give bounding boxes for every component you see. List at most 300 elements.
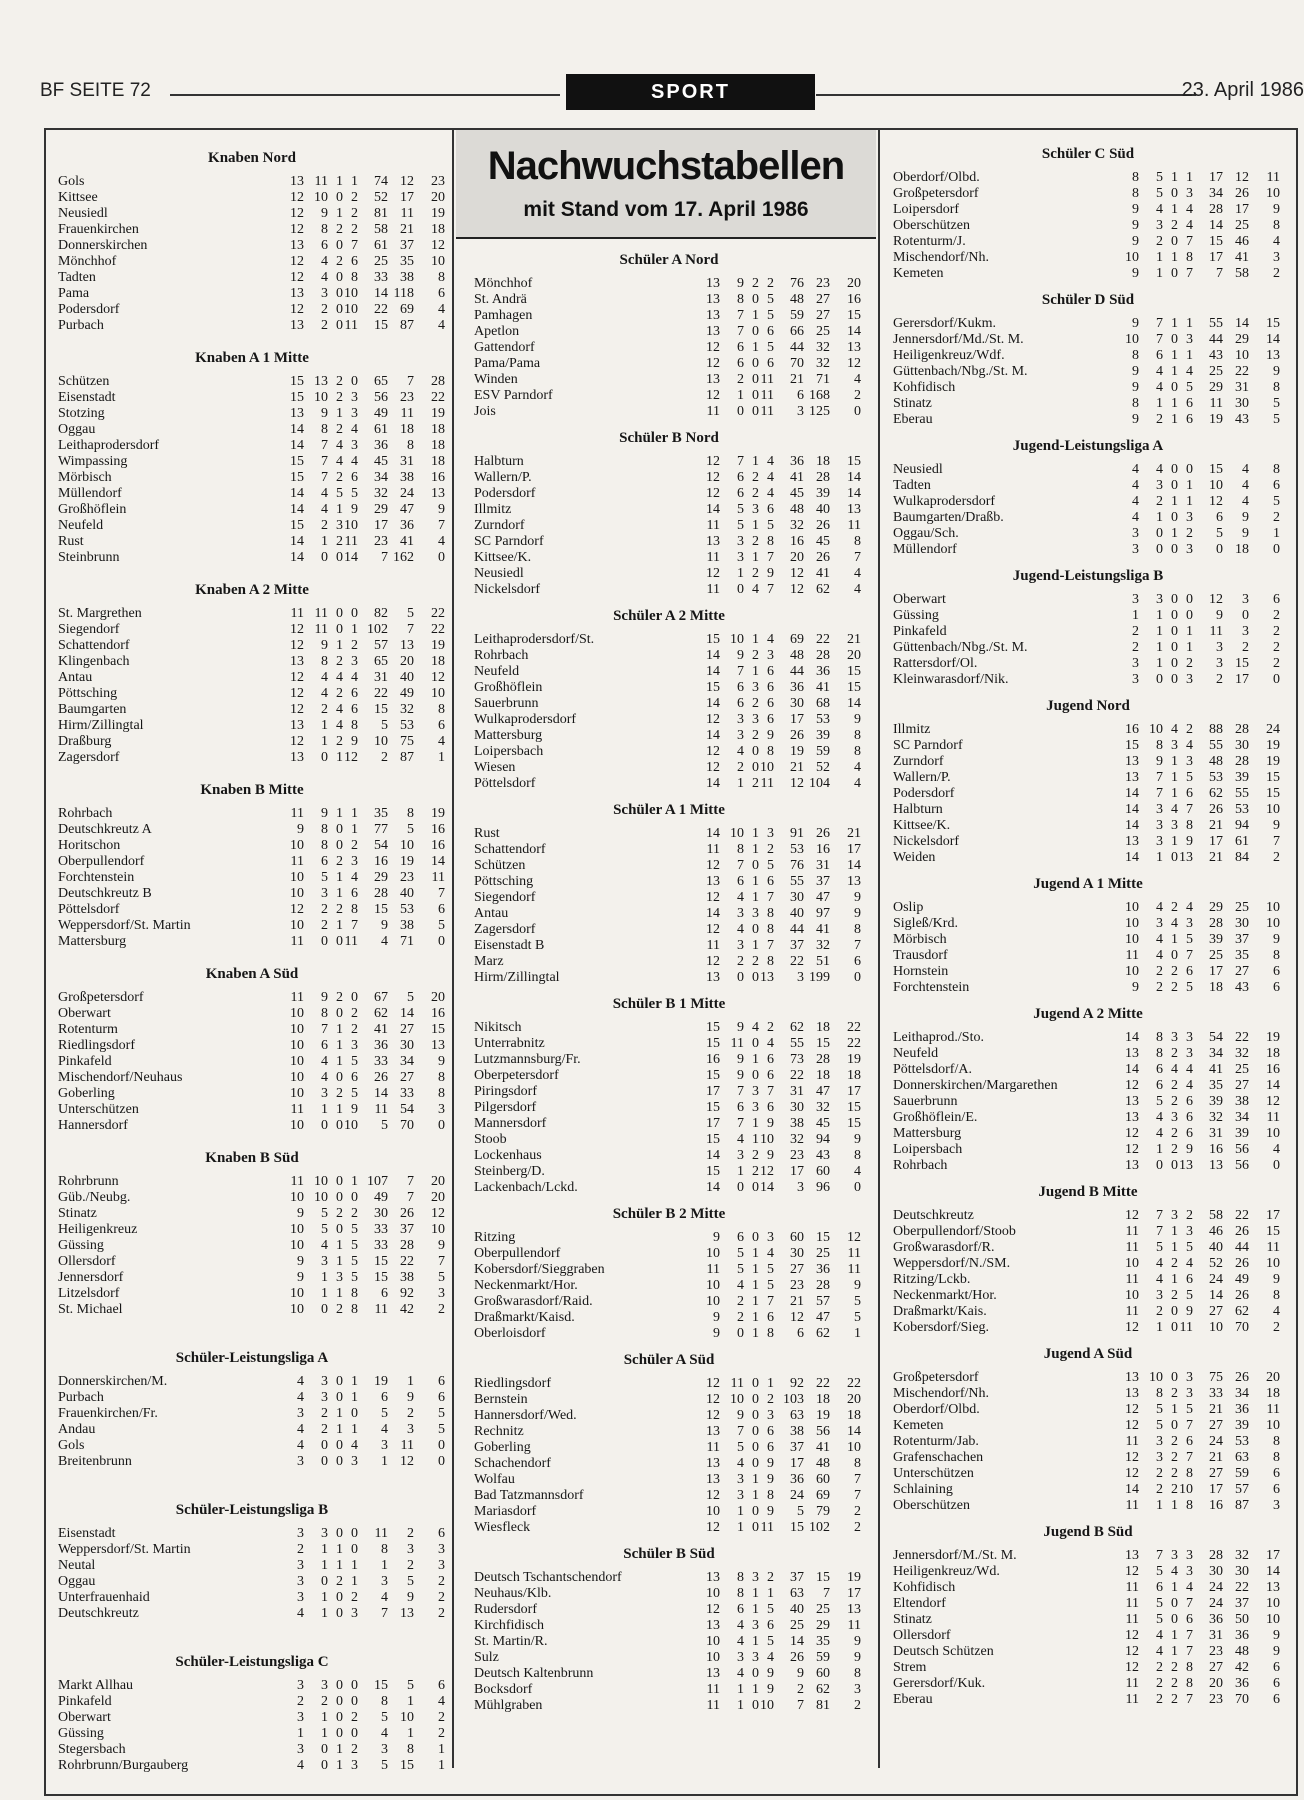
stat-cell: 4 — [381, 1422, 388, 1437]
stat-cell: 10 — [1266, 802, 1280, 817]
stat-cell: 10 — [314, 1190, 328, 1205]
stat-cell: 13 — [706, 1456, 720, 1471]
stat-cell: 11 — [1266, 1402, 1280, 1417]
table-row — [893, 1692, 1283, 1708]
stat-cell: 1 — [752, 1246, 759, 1261]
stat-cell: 14 — [1209, 1288, 1223, 1303]
stat-cell: 11 — [1266, 1240, 1280, 1255]
stat-cell: 7 — [1156, 770, 1163, 785]
table-row — [893, 786, 1283, 802]
stat-cell: 6 — [737, 696, 744, 711]
team-name: Oberdorf/Olbd. — [893, 1402, 980, 1417]
stat-cell: 23 — [400, 870, 414, 885]
stat-cell: 2 — [438, 1590, 445, 1605]
table-row — [893, 754, 1283, 770]
stat-cell: 15 — [1209, 462, 1223, 477]
stat-cell: 2 — [1273, 266, 1280, 281]
stat-cell: 9 — [1273, 818, 1280, 833]
table-row — [893, 1434, 1283, 1450]
stat-cell: 4 — [297, 1438, 304, 1453]
stat-cell: 3 — [797, 404, 804, 419]
team-name: ESV Parndorf — [474, 388, 553, 403]
table-row — [474, 1310, 864, 1326]
stat-cell: 1 — [351, 1374, 358, 1389]
stat-cell: 8 — [438, 702, 445, 717]
team-name: Forchtenstein — [893, 980, 970, 995]
stat-cell: 0 — [1171, 1158, 1178, 1173]
stat-cell: 0 — [321, 550, 328, 565]
stat-cell: 10 — [290, 838, 304, 853]
stat-cell: 5 — [1156, 1596, 1163, 1611]
stat-cell: 30 — [1235, 916, 1249, 931]
stat-cell: 3 — [1186, 510, 1193, 525]
stat-cell: 10 — [760, 1132, 774, 1147]
stat-cell: 8 — [407, 438, 414, 453]
table-row — [893, 1288, 1283, 1304]
stat-cell: 14 — [706, 1148, 720, 1163]
stat-cell: 40 — [400, 886, 414, 901]
stat-cell: 8 — [1273, 380, 1280, 395]
stat-cell: 48 — [1235, 1644, 1249, 1659]
stat-cell: 2 — [336, 902, 343, 917]
stat-cell: 19 — [847, 1570, 861, 1585]
league-table — [58, 1148, 446, 1318]
stat-cell: 23 — [431, 174, 445, 189]
stat-cell: 36 — [400, 518, 414, 533]
stat-cell: 40 — [790, 1602, 804, 1617]
team-name: Neufeld — [474, 664, 520, 679]
stat-cell: 14 — [1266, 1564, 1280, 1579]
stat-cell: 5 — [351, 1222, 358, 1237]
stat-cell: 4 — [1132, 510, 1139, 525]
stat-cell: 18 — [847, 1068, 861, 1083]
team-name: Hirm/Zillingtal — [58, 718, 144, 733]
stat-cell: 3 — [351, 654, 358, 669]
stat-cell: 7 — [1156, 1208, 1163, 1223]
stat-cell: 2 — [737, 1310, 744, 1325]
stat-cell: 15 — [400, 1758, 414, 1773]
table-row — [58, 1286, 446, 1302]
stat-cell: 1 — [1171, 786, 1178, 801]
stat-cell: 11 — [760, 388, 774, 403]
stat-cell: 28 — [1209, 916, 1223, 931]
stat-cell: 0 — [351, 1190, 358, 1205]
league-table — [474, 428, 864, 598]
stat-cell: 3 — [1242, 592, 1249, 607]
stat-cell: 6 — [1273, 1676, 1280, 1691]
stat-cell: 19 — [431, 638, 445, 653]
stat-cell: 2 — [1171, 218, 1178, 233]
stat-cell: 11 — [760, 404, 774, 419]
stat-cell: 5 — [737, 502, 744, 517]
stat-cell: 4 — [321, 270, 328, 285]
team-name: Kittsee/K. — [474, 550, 532, 565]
stat-cell: 6 — [737, 1100, 744, 1115]
stat-cell: 53 — [400, 902, 414, 917]
table-row — [893, 1386, 1283, 1402]
stat-cell: 14 — [847, 696, 861, 711]
stat-cell: 1 — [737, 1698, 744, 1713]
stat-cell: 16 — [431, 838, 445, 853]
stat-cell: 76 — [790, 276, 804, 291]
stat-cell: 0 — [1171, 1320, 1178, 1335]
stat-cell: 0 — [1156, 672, 1163, 687]
table-row — [893, 364, 1283, 380]
stat-cell: 2 — [752, 954, 759, 969]
stat-cell: 13 — [847, 340, 861, 355]
stat-cell: 23 — [400, 390, 414, 405]
stat-cell: 6 — [767, 1440, 774, 1455]
stat-cell: 7 — [381, 1606, 388, 1621]
stat-cell: 12 — [290, 902, 304, 917]
stat-cell: 12 — [290, 254, 304, 269]
stat-cell: 20 — [1266, 1370, 1280, 1385]
stat-cell: 17 — [1235, 672, 1249, 687]
stat-cell: 44 — [790, 922, 804, 937]
stat-cell: 8 — [767, 534, 774, 549]
stat-cell: 3 — [438, 1286, 445, 1301]
stat-cell: 4 — [1186, 364, 1193, 379]
table-row — [58, 822, 446, 838]
stat-cell: 30 — [1209, 1564, 1223, 1579]
stat-cell: 1 — [752, 890, 759, 905]
stat-cell: 32 — [1235, 1046, 1249, 1061]
stat-cell: 4 — [336, 454, 343, 469]
stat-cell: 7 — [1156, 332, 1163, 347]
stat-cell: 12 — [706, 890, 720, 905]
table-row — [474, 292, 864, 308]
stat-cell: 2 — [752, 534, 759, 549]
stat-cell: 3 — [351, 390, 358, 405]
stat-cell: 35 — [1235, 948, 1249, 963]
stat-cell: 22 — [816, 632, 830, 647]
stat-cell: 10 — [400, 1710, 414, 1725]
stat-cell: 37 — [1235, 932, 1249, 947]
stat-cell: 7 — [438, 886, 445, 901]
stat-cell: 27 — [1235, 964, 1249, 979]
stat-cell: 15 — [290, 470, 304, 485]
team-name: Güssing — [58, 1238, 104, 1253]
league-table — [58, 348, 446, 566]
stat-cell: 2 — [752, 1164, 759, 1179]
table-row — [474, 1246, 864, 1262]
stat-cell: 20 — [847, 648, 861, 663]
table-row — [58, 270, 446, 286]
stat-cell: 2 — [1171, 1434, 1178, 1449]
league-table — [893, 696, 1283, 866]
stat-cell: 4 — [1132, 478, 1139, 493]
stat-cell: 2 — [737, 1294, 744, 1309]
stat-cell: 4 — [737, 1618, 744, 1633]
stat-cell: 27 — [816, 308, 830, 323]
stat-cell: 36 — [374, 438, 388, 453]
stat-cell: 1 — [752, 1586, 759, 1601]
stat-cell: 52 — [1209, 1256, 1223, 1271]
stat-cell: 11 — [760, 1520, 774, 1535]
table-row — [893, 1596, 1283, 1612]
stat-cell: 1 — [336, 870, 343, 885]
stat-cell: 4 — [1186, 900, 1193, 915]
team-name: Wiesen — [474, 760, 516, 775]
team-name: Mattersburg — [474, 728, 543, 743]
stat-cell: 14 — [760, 1180, 774, 1195]
stat-cell: 13 — [1125, 754, 1139, 769]
stat-cell: 7 — [1186, 1644, 1193, 1659]
stat-cell: 1 — [1156, 266, 1163, 281]
stat-cell: 2 — [336, 470, 343, 485]
team-name: Oberwart — [58, 1006, 111, 1021]
stat-cell: 16 — [847, 292, 861, 307]
stat-cell: 13 — [1125, 1158, 1139, 1173]
stat-cell: 6 — [1273, 1466, 1280, 1481]
stat-cell: 10 — [290, 1086, 304, 1101]
stat-cell: 12 — [706, 566, 720, 581]
table-row — [893, 1580, 1283, 1596]
stat-cell: 1 — [1132, 608, 1139, 623]
table-row — [474, 648, 864, 664]
stat-cell: 3 — [752, 1100, 759, 1115]
table-row — [474, 1278, 864, 1294]
stat-cell: 118 — [393, 286, 414, 301]
stat-cell: 47 — [816, 1084, 830, 1099]
stat-cell: 60 — [816, 1666, 830, 1681]
stat-cell: 0 — [752, 1698, 759, 1713]
stat-cell: 22 — [1235, 1580, 1249, 1595]
stat-cell: 4 — [438, 1694, 445, 1709]
stat-cell: 12 — [1125, 1320, 1139, 1335]
stat-cell: 39 — [1235, 1126, 1249, 1141]
stat-cell: 0 — [737, 970, 744, 985]
stat-cell: 14 — [1125, 786, 1139, 801]
stat-cell: 2 — [297, 1694, 304, 1709]
stat-cell: 8 — [1273, 1288, 1280, 1303]
stat-cell: 5 — [321, 1206, 328, 1221]
stat-cell: 5 — [407, 606, 414, 621]
stat-cell: 9 — [1132, 218, 1139, 233]
stat-cell: 26 — [790, 728, 804, 743]
team-name: Pöttelsdorf — [474, 776, 536, 791]
table-row — [474, 1456, 864, 1472]
table-row — [474, 566, 864, 582]
stat-cell: 13 — [760, 970, 774, 985]
stat-cell: 3 — [1186, 1564, 1193, 1579]
stat-cell: 1 — [752, 664, 759, 679]
table-row — [474, 1376, 864, 1392]
stat-cell: 104 — [809, 776, 830, 791]
league-title: Schüler-Leistungsliga A — [175, 1350, 329, 1366]
team-name: Wolfau — [474, 1472, 515, 1487]
stat-cell: 6 — [767, 712, 774, 727]
stat-cell: 2 — [1156, 1304, 1163, 1319]
league-title: Knaben A 1 Mitte — [195, 350, 309, 366]
stat-cell: 199 — [809, 970, 830, 985]
stat-cell: 14 — [1125, 1482, 1139, 1497]
stat-cell: 27 — [400, 1070, 414, 1085]
team-name: Weppersdorf/St. Martin — [58, 918, 191, 933]
stat-cell: 4 — [351, 670, 358, 685]
stat-cell: 94 — [1235, 818, 1249, 833]
stat-cell: 7 — [767, 890, 774, 905]
stat-cell: 1 — [752, 1602, 759, 1617]
stat-cell: 0 — [336, 606, 343, 621]
stat-cell: 2 — [1273, 608, 1280, 623]
stat-cell: 11 — [1125, 1240, 1139, 1255]
table-row — [474, 404, 864, 420]
stat-cell: 58 — [1209, 1208, 1223, 1223]
table-row — [474, 1472, 864, 1488]
team-name: Rohrbach — [893, 1158, 948, 1173]
stat-cell: 9 — [1156, 754, 1163, 769]
stat-cell: 3 — [1273, 250, 1280, 265]
stat-cell: 9 — [767, 1666, 774, 1681]
stat-cell: 66 — [790, 324, 804, 339]
stat-cell: 10 — [344, 286, 358, 301]
stat-cell: 0 — [351, 1526, 358, 1541]
stat-cell: 3 — [797, 1180, 804, 1195]
stat-cell: 14 — [290, 422, 304, 437]
stat-cell: 0 — [321, 934, 328, 949]
stat-cell: 10 — [1125, 916, 1139, 931]
stat-cell: 9 — [1186, 834, 1193, 849]
stat-cell: 6 — [1186, 1434, 1193, 1449]
stat-cell: 9 — [351, 1102, 358, 1117]
table-row — [893, 1126, 1283, 1142]
stat-cell: 11 — [400, 1438, 414, 1453]
stat-cell: 6 — [737, 874, 744, 889]
stat-cell: 3 — [737, 712, 744, 727]
team-name: Sauerbrunn — [474, 696, 539, 711]
stat-cell: 11 — [730, 1376, 744, 1391]
stat-cell: 13 — [290, 750, 304, 765]
team-name: Stoob — [474, 1132, 507, 1147]
stat-cell: 10 — [290, 1238, 304, 1253]
stat-cell: 0 — [336, 1374, 343, 1389]
stat-cell: 2 — [752, 648, 759, 663]
team-name: Rohrbach — [58, 806, 113, 821]
team-name: Mönchhof — [474, 276, 533, 291]
team-name: Rotenturm/Jab. — [893, 1434, 979, 1449]
league-title: Knaben B Süd — [205, 1150, 299, 1166]
table-row — [474, 1440, 864, 1456]
stat-cell: 8 — [351, 1286, 358, 1301]
stat-cell: 3 — [767, 648, 774, 663]
team-name: Rechnitz — [474, 1424, 524, 1439]
stat-cell: 0 — [336, 1678, 343, 1693]
stat-cell: 9 — [854, 1650, 861, 1665]
stat-cell: 2 — [321, 1694, 328, 1709]
stat-cell: 3 — [752, 1650, 759, 1665]
table-row — [893, 1644, 1283, 1660]
team-name: Oberschützen — [893, 1498, 970, 1513]
stat-cell: 9 — [767, 1456, 774, 1471]
table-row — [474, 922, 864, 938]
stat-cell: 0 — [854, 1180, 861, 1195]
stat-cell: 8 — [1186, 1498, 1193, 1513]
team-name: Deutschkreutz — [893, 1208, 974, 1223]
table-row — [893, 1078, 1283, 1094]
stat-cell: 10 — [706, 1504, 720, 1519]
stat-cell: 10 — [290, 870, 304, 885]
table-row — [474, 276, 864, 292]
stat-cell: 26 — [1235, 1256, 1249, 1271]
league-title: Schüler B 2 Mitte — [612, 1206, 726, 1222]
stat-cell: 4 — [1156, 900, 1163, 915]
stat-cell: 53 — [1209, 770, 1223, 785]
stat-cell: 79 — [816, 1504, 830, 1519]
stat-cell: 11 — [1125, 948, 1139, 963]
stat-cell: 37 — [790, 938, 804, 953]
stat-cell: 14 — [790, 1634, 804, 1649]
stat-cell: 5 — [1186, 380, 1193, 395]
stat-cell: 13 — [1125, 1370, 1139, 1385]
league-table — [893, 874, 1283, 996]
stat-cell: 2 — [854, 388, 861, 403]
page-header — [40, 74, 1304, 114]
stat-cell: 16 — [790, 534, 804, 549]
stat-cell: 28 — [816, 1052, 830, 1067]
league-title: Schüler B Süd — [623, 1546, 715, 1562]
stat-cell: 0 — [752, 1376, 759, 1391]
stat-cell: 69 — [790, 632, 804, 647]
league-table — [474, 250, 864, 420]
stat-cell: 9 — [407, 1390, 414, 1405]
stat-cell: 59 — [790, 308, 804, 323]
column-divider-left — [452, 128, 454, 1768]
stat-cell: 8 — [321, 1006, 328, 1021]
stat-cell: 55 — [790, 1036, 804, 1051]
stat-cell: 6 — [1186, 1094, 1193, 1109]
team-name: Oggau — [58, 422, 96, 437]
stat-cell: 1 — [752, 842, 759, 857]
stat-cell: 8 — [321, 822, 328, 837]
page-subtitle: mit Stand vom 17. April 1986 — [523, 198, 809, 221]
stat-cell: 3 — [1186, 672, 1193, 687]
table-row — [893, 1612, 1283, 1628]
stat-cell: 65 — [374, 374, 388, 389]
stat-cell: 10 — [314, 190, 328, 205]
stat-cell: 5 — [767, 308, 774, 323]
stat-cell: 4 — [737, 890, 744, 905]
stat-cell: 2 — [407, 1406, 414, 1421]
stat-cell: 2 — [1171, 1078, 1178, 1093]
stat-cell: 13 — [706, 372, 720, 387]
stat-cell: 10 — [847, 1440, 861, 1455]
team-name: Gols — [58, 1438, 85, 1453]
stat-cell: 2 — [1156, 964, 1163, 979]
stat-cell: 22 — [1235, 1208, 1249, 1223]
stat-cell: 5 — [854, 1294, 861, 1309]
stat-cell: 5 — [351, 486, 358, 501]
stat-cell: 17 — [400, 190, 414, 205]
stat-cell: 3 — [351, 438, 358, 453]
stat-cell: 26 — [816, 518, 830, 533]
team-name: Goberling — [58, 1086, 115, 1101]
stat-cell: 11 — [374, 1302, 388, 1317]
stat-cell: 19 — [431, 806, 445, 821]
stat-cell: 13 — [706, 324, 720, 339]
stat-cell: 23 — [790, 1278, 804, 1293]
stat-cell: 12 — [290, 270, 304, 285]
stat-cell: 5 — [737, 1262, 744, 1277]
stat-cell: 9 — [351, 502, 358, 517]
stat-cell: 24 — [1209, 1580, 1223, 1595]
stat-cell: 4 — [767, 454, 774, 469]
stat-cell: 36 — [790, 680, 804, 695]
league-table — [893, 566, 1283, 688]
stat-cell: 9 — [321, 406, 328, 421]
table-row — [474, 1602, 864, 1618]
stat-cell: 9 — [854, 712, 861, 727]
